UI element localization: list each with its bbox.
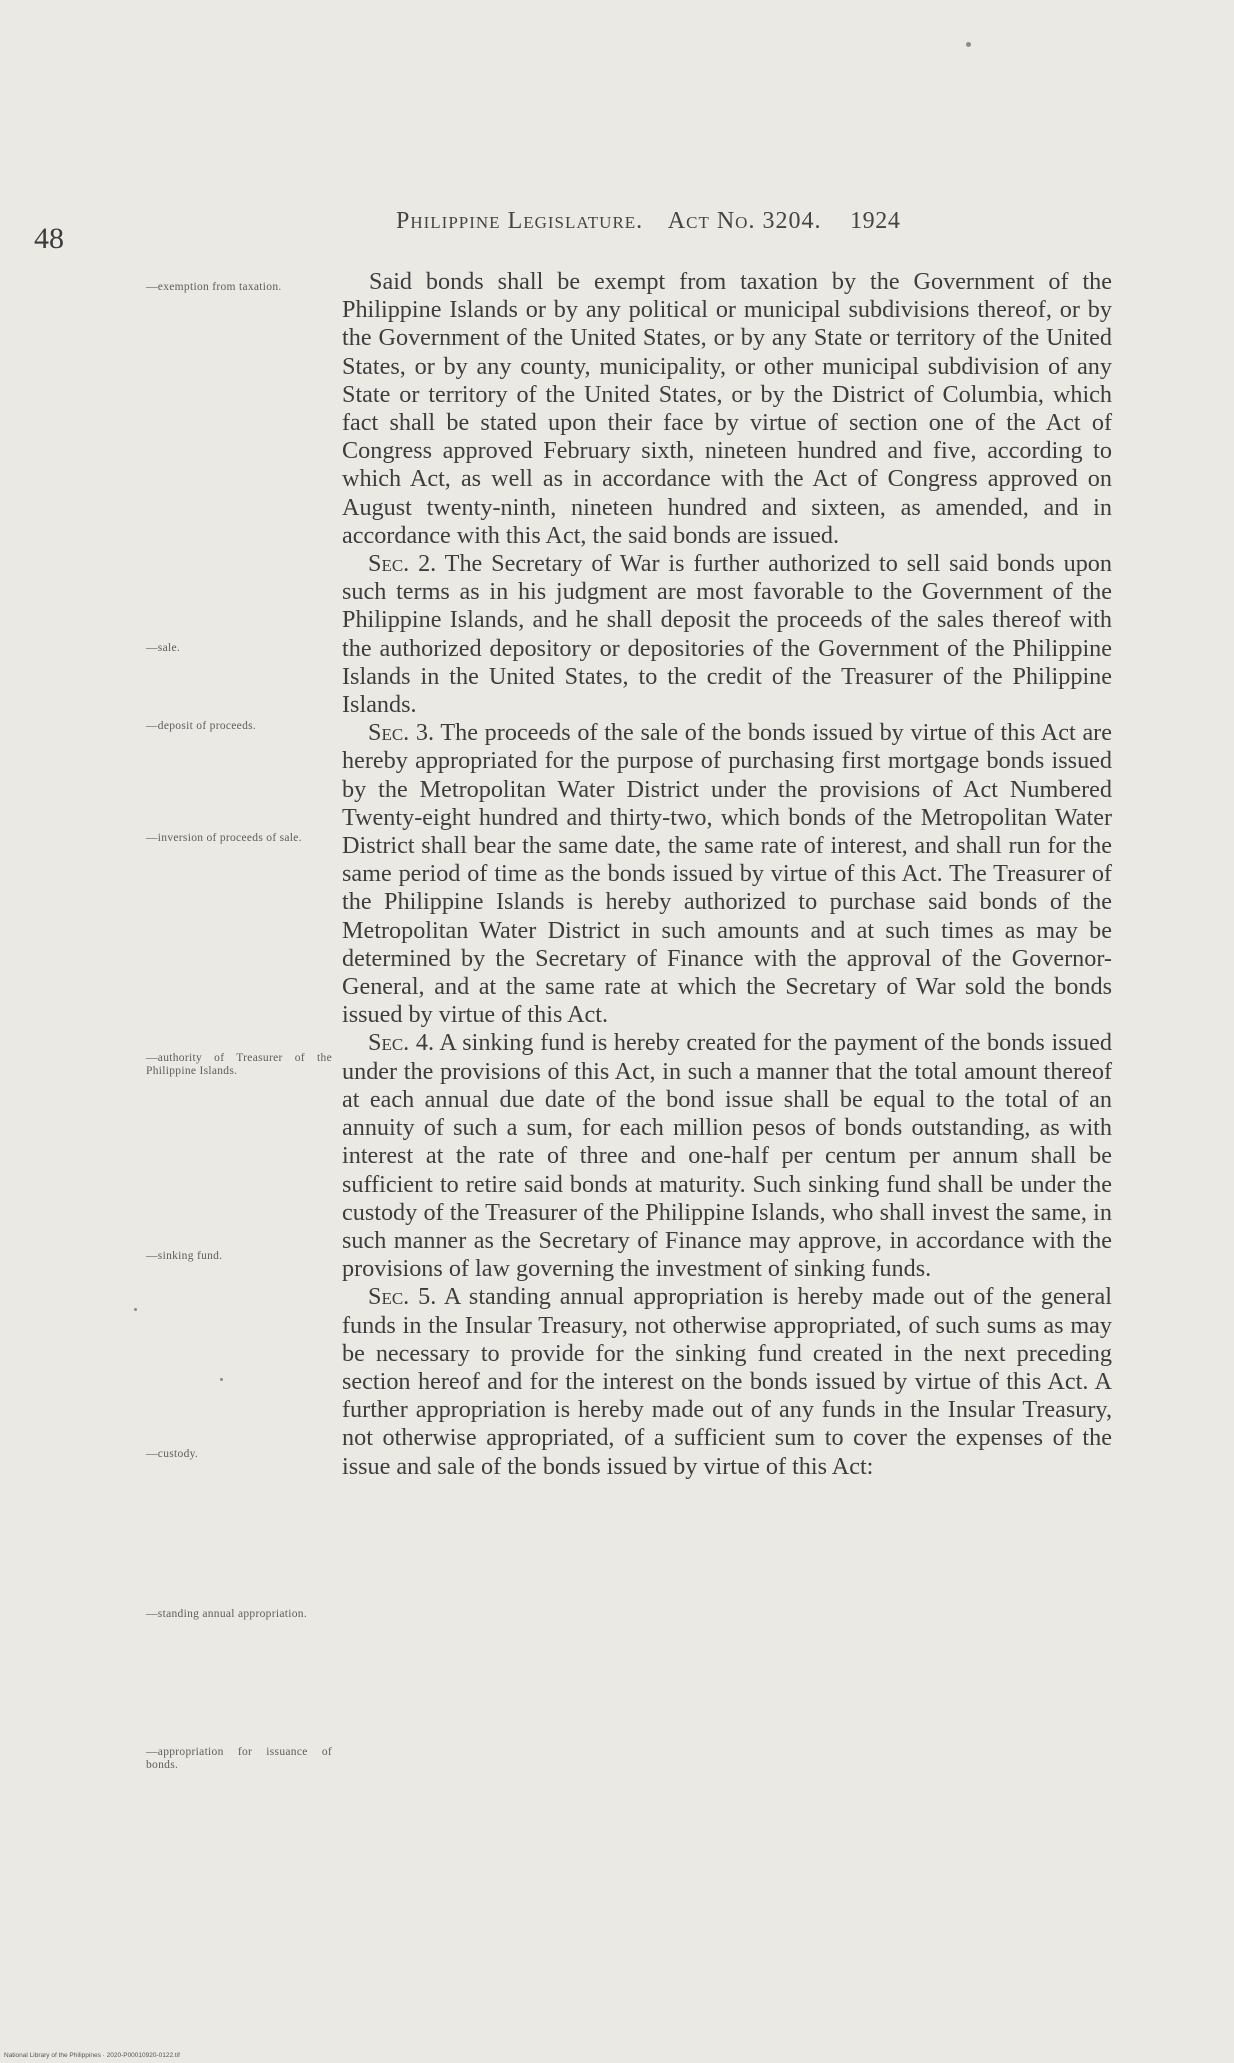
paragraph-sec-5 bbox=[342, 1283, 1112, 1480]
paragraph-text: The Secretary of War is further authorized to sell said bonds upon such terms as in his judgment are most favorable to the Government of the Philippine Islands, and he shall deposit the proceeds of the sales thereof with the authorized depository or depositories of the Government of the Philippine Islands in the United States, to the credit of the Treasurer of the Philippine Islands. bbox=[342, 550, 1112, 719]
paragraph-text: A standing annual appropriation is hereby made out of the general funds in the Insular Treasury, not otherwise appropriated, of such sums as may be necessary to provide for the sinking fund created in the next preceding section hereof and for the interest on the bonds issued by virtue of this Act. A further appropriation is hereby made out of any funds in the Insular Treasury, not otherwise appropriated, of a sufficient sum to cover the expenses of the issue and sale of the bonds issued by virtue of this Act: bbox=[342, 1283, 1112, 1480]
paragraph-sec-3 bbox=[342, 719, 1112, 1029]
margin-note-custody: —custody. bbox=[146, 1448, 199, 1460]
scan-speck bbox=[134, 1308, 137, 1311]
margin-note-sale: —sale. bbox=[146, 642, 181, 654]
margin-note-appropriation-issuance: —appropriation for issuance of bonds. bbox=[146, 1746, 332, 1771]
running-head-act: Act No. 3204. bbox=[667, 208, 822, 234]
scan-speck bbox=[966, 42, 971, 47]
section-label: Sec. 4. bbox=[368, 1029, 435, 1057]
running-head-title: Philippine Legislature. bbox=[396, 208, 644, 234]
running-head-year: 1924 bbox=[850, 208, 901, 234]
section-label: Sec. 5. bbox=[368, 1283, 437, 1311]
page-number: 48 bbox=[34, 222, 64, 255]
margin-note-exemption: —exemption from taxation. bbox=[146, 281, 282, 293]
paragraph-sec-2 bbox=[342, 550, 1112, 719]
paragraph-exemption bbox=[342, 268, 1112, 550]
paragraph-text: The proceeds of the sale of the bonds issued by virtue of this Act are hereby appropriated for the purpose of purchasing first mortgage bonds issued by the Metropolitan Water District under the provisions of Act Numbered Twenty-eight hundred and thirty-two, which bonds of the Metropolitan Water District shall bear the same date, the same rate of interest, and shall run for the same period of time as the bonds issued by virtue of this Act. The Treasurer of the Philippine Islands is hereby authorized to purchase said bonds of the Metropolitan Water District in such amounts and at such times as may be determined by the Secretary of Finance with the approval of the Governor-General, and at the same rate at which the Secretary of War sold the bonds issued by virtue of this Act. bbox=[342, 719, 1112, 1029]
footer-credit: National Library of the Philippines · 2020-P00010920-0122.tif bbox=[4, 2052, 180, 2059]
paragraph-text: A sinking fund is hereby created for the payment of the bonds issued under the provisions of this Act, in such a manner that the total amount thereof at each annual due date of the bond issue shall be equal to the total of an annuity of such a sum, for each million pesos of bonds outstanding, as with interest at the rate of three and one-half per centum per annum shall be sufficient to retire said bonds at maturity. Such sinking fund shall be under the custody of the Treasurer of the Philippine Islands, who shall invest the same, in such manner as the Secretary of Finance may approve, in accordance with the provisions of law governing the investment of sinking funds. bbox=[342, 1029, 1112, 1283]
margin-note-standing-appropriation: —standing annual appropriation. bbox=[146, 1608, 308, 1620]
margin-note-deposit: —deposit of proceeds. bbox=[146, 720, 257, 732]
paragraph-text: Said bonds shall be exempt from taxation by the Government of the Philippine Islands or by any political or municipal subdivisions thereof, or by the Government of the United States, or by any State or territory of the United States, or by any county, municipality, or other municipal subdivision of any State or territory of the United States, or by the District of Columbia, which fact shall be stated upon their face by virtue of section one of the Act of Congress approved February sixth, nineteen hundred and five, according to which Act, as well as in accordance with the Act of Congress approved on August twenty-ninth, nineteen hundred and sixteen, as amended, and in accordance with this Act, the said bonds are issued. bbox=[342, 268, 1112, 549]
section-label: Sec. 3. bbox=[368, 719, 435, 747]
running-head bbox=[396, 208, 900, 235]
body-text bbox=[342, 268, 1112, 1481]
margin-note-authority: —authority of Treasurer of the Philippine Islands. bbox=[146, 1052, 332, 1077]
paragraph-sec-4 bbox=[342, 1029, 1112, 1283]
section-label: Sec. 2. bbox=[368, 550, 437, 578]
margin-note-sinking-fund: —sinking fund. bbox=[146, 1250, 223, 1262]
margin-note-inversion: —inversion of proceeds of sale. bbox=[146, 832, 302, 844]
scan-speck bbox=[220, 1378, 223, 1381]
